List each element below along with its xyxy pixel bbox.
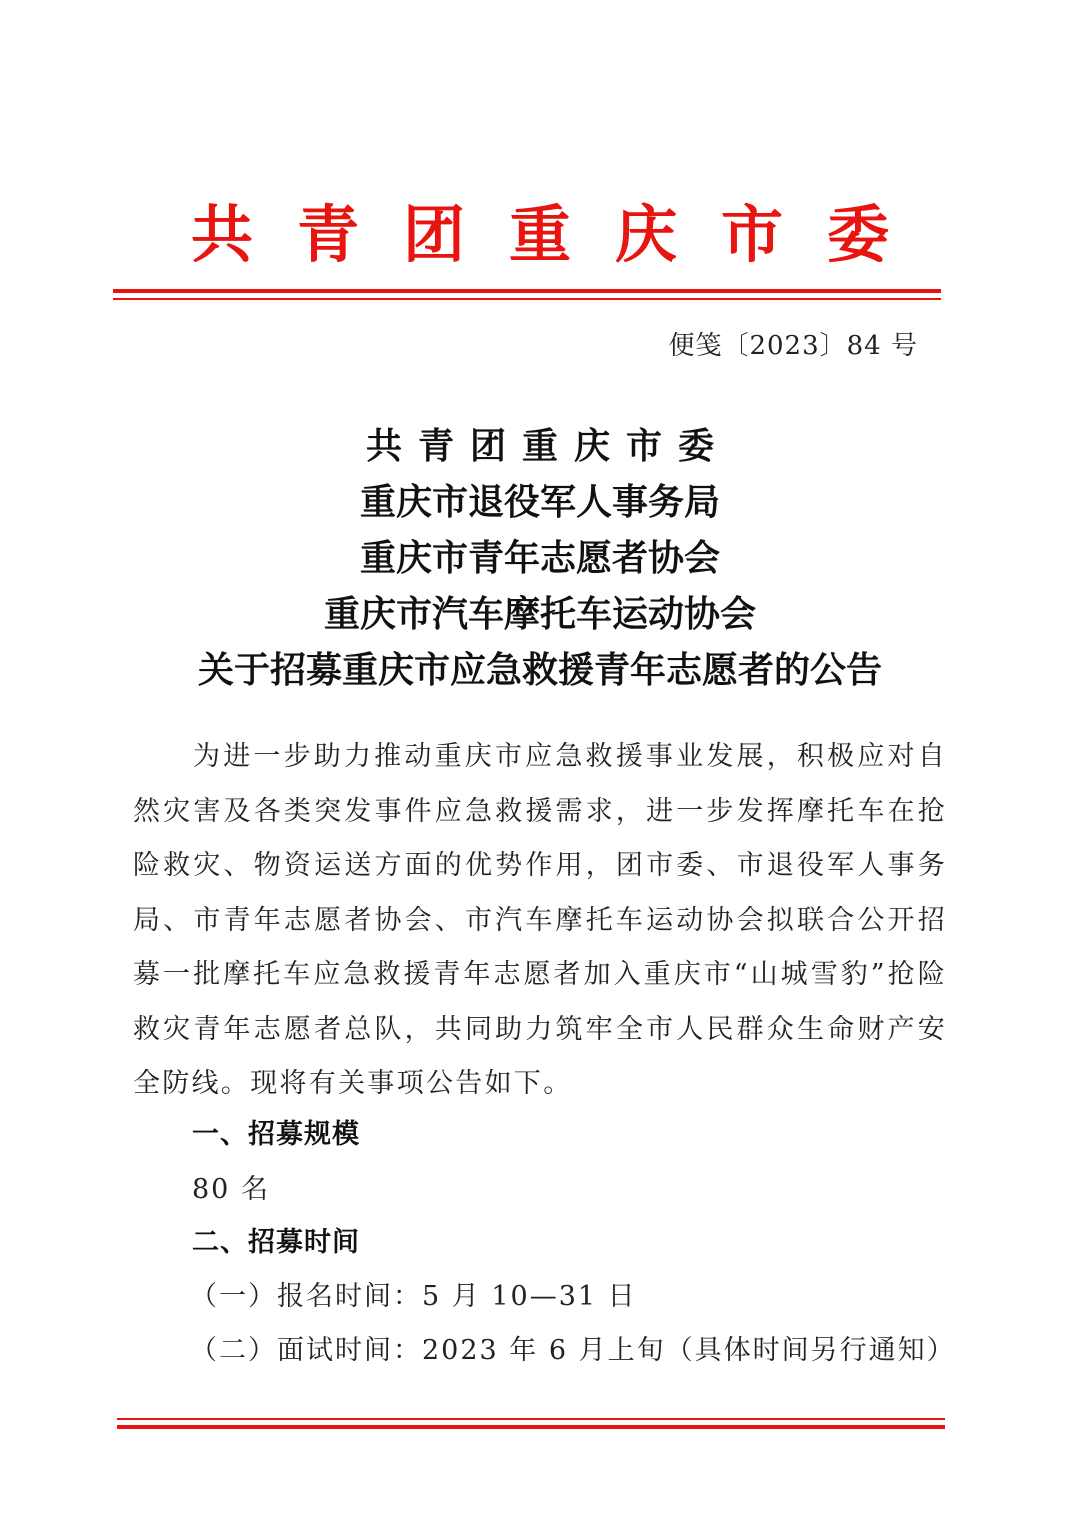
footer-rule-thick	[117, 1425, 945, 1429]
intro-paragraph: 为进一步助力推动重庆市应急救援事业发展，积极应对自然灾害及各类突发事件应急救援需求，进一步发挥摩托车在抢险救灾、物资运送方面的优势作用，团市委、市退役军人事务局、市青年志愿者协会、市汽车摩托车运动协会拟联合公开招募一批摩托车应急救援青年志愿者加入重庆市“山城雪豹”抢险救灾青年志愿者总队，共同助力筑牢全市人民群众生命财产安全防线。现将有关事项公告如下。	[133, 741, 947, 1099]
recruit-count: 80 名	[192, 1174, 270, 1205]
footer-rule-thin	[117, 1418, 945, 1420]
title-line-issuer: 共青团重庆市委	[365, 425, 730, 467]
header-rule-thin	[113, 298, 941, 300]
section-heading-time: 二、招募时间	[192, 1227, 360, 1258]
title-line-motorsport-association: 重庆市汽车摩托车运动协会	[323, 593, 756, 635]
header-rule-thick	[113, 289, 941, 293]
issuer-masthead: 共青团重庆市委	[190, 198, 933, 271]
document-title	[0, 418, 1080, 698]
title-line-volunteer-association: 重庆市青年志愿者协会	[359, 537, 720, 579]
section-heading-scale: 一、招募规模	[192, 1119, 360, 1150]
registration-time: （一）报名时间：5 月 10—31 日	[190, 1281, 637, 1312]
title-line-subject: 关于招募重庆市应急救援青年志愿者的公告	[197, 649, 882, 691]
document-number: 便笺〔2023〕84 号	[668, 331, 918, 361]
title-line-veterans-bureau: 重庆市退役军人事务局	[359, 481, 720, 523]
interview-time: （二）面试时间：2023 年 6 月上旬（具体时间另行通知）	[190, 1335, 956, 1366]
